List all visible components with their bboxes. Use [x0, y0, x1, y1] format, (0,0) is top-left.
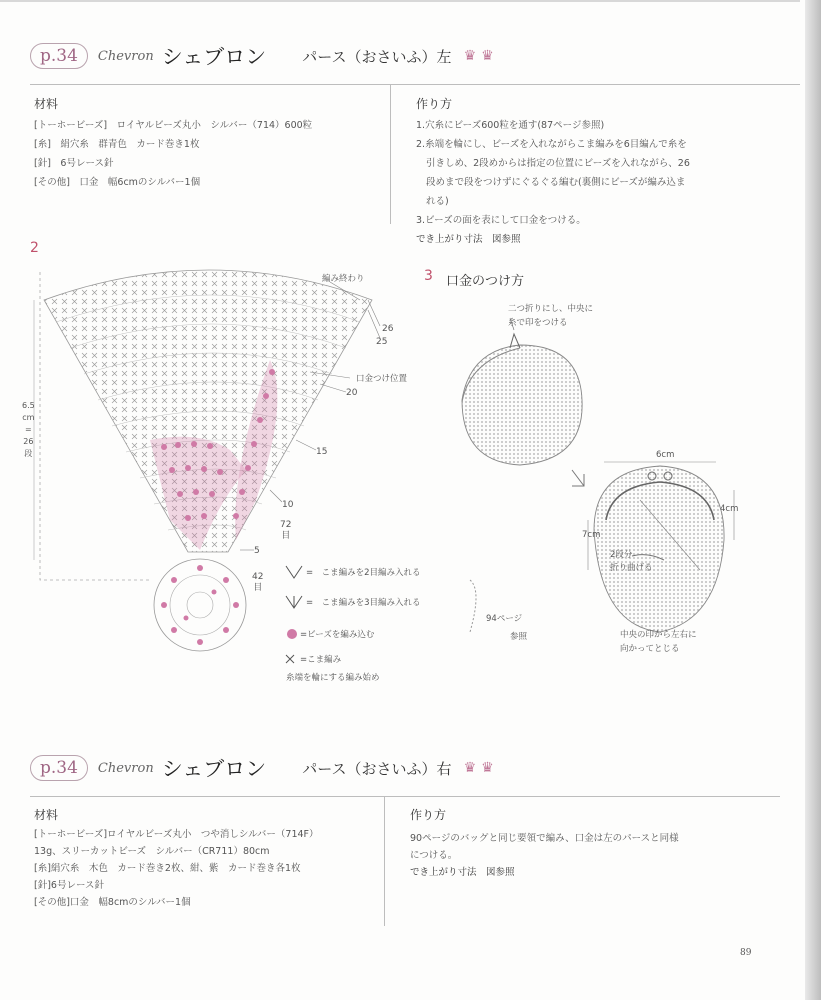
height-unit: cm — [22, 413, 35, 422]
finished-size: でき上がり寸法 図参照 — [416, 234, 521, 245]
english-title: Chevron — [97, 48, 154, 64]
material-line: [その他]口金 幅8cmのシルバー1個 — [34, 897, 191, 908]
method-title: 作り方 — [410, 808, 447, 822]
frame-total-height: 7cm — [582, 530, 601, 540]
step-line: 1.穴糸にビーズ600粒を通す(87ページ参照) — [416, 120, 605, 131]
stitch-count-72-value: 72 — [280, 520, 292, 530]
close-note-2: 向かってとじる — [620, 644, 680, 654]
difficulty-crowns-icon: ♛♛ — [463, 760, 499, 776]
close-note-1: 中央の印から左右に — [620, 630, 697, 640]
legend-sc: =こま編み — [300, 655, 342, 665]
legend-ring: 糸端を輪にする編み始め — [286, 673, 380, 683]
diagram-3-label: 3 — [424, 268, 433, 284]
frame-width: 6cm — [656, 450, 675, 460]
row-10: 10 — [282, 500, 294, 510]
legend-inc2: = こま編みを2目編み入れる — [306, 568, 421, 578]
step-line: 3.ビーズの面を表にして口金をつける。 — [416, 215, 586, 226]
row-5: 5 — [254, 546, 260, 556]
attach-position-note: 口金つけ位置 — [356, 374, 408, 384]
page-ref-badge: p.34 — [30, 755, 88, 781]
materials-title: 材料 — [34, 808, 59, 822]
row-20: 20 — [346, 388, 358, 398]
legend-bead: =ビーズを編み込む — [300, 630, 375, 640]
item-subtitle: パース（おさいふ）左 — [302, 47, 452, 66]
page-ref-badge: p.34 — [30, 43, 88, 69]
japanese-title: シェブロン — [161, 45, 267, 69]
bottom-divider — [30, 796, 780, 797]
frame-note-1: 二つ折りにし、中央に — [508, 304, 594, 314]
difficulty-crowns-icon: ♛♛ — [463, 48, 499, 64]
item-subtitle: パース（おさいふ）右 — [302, 759, 452, 778]
step-line: れる) — [426, 196, 449, 207]
frame-title: 口金のつけ方 — [446, 274, 525, 289]
step-line: 90ページのバッグと同じ要領で編み、口金は左のパースと同様 — [410, 833, 679, 844]
finished-size: でき上がり寸法 図参照 — [410, 867, 515, 878]
stitch-count-72-unit: 目 — [281, 531, 291, 541]
row-15: 15 — [316, 447, 328, 457]
row-25: 25 — [376, 337, 388, 347]
step-line: 引きしめ、2段めからは指定の位置にビーズを入れながら、26 — [426, 158, 690, 169]
row-26: 26 — [382, 324, 394, 334]
materials-list — [34, 826, 379, 911]
bottom-column-divider — [384, 796, 385, 926]
method-title: 作り方 — [416, 97, 453, 111]
material-line: [糸]絹穴糸 木色 カード巻き2枚、紺、紫 カード巻き各1枚 — [34, 863, 301, 874]
frame-note-2: 糸で印をつける — [508, 318, 568, 328]
step-line: につける。 — [410, 850, 458, 861]
frame-side-height: 4cm — [720, 504, 739, 514]
legend-inc3: = こま編みを3目編み入れる — [306, 598, 421, 608]
end-note: 編み終わり — [322, 274, 365, 284]
fold-note-1: 2段分 — [610, 550, 633, 560]
material-line: 13g、スリーカットビーズ シルバー（CR711）80cm — [34, 846, 270, 857]
legend-ref: 94ページ — [486, 614, 523, 624]
height-value: 6.5 — [22, 401, 35, 410]
materials-title: 材料 — [34, 97, 59, 111]
stitch-count-42-unit: 目 — [253, 583, 263, 593]
bottom-header — [30, 748, 499, 788]
method-steps — [410, 830, 760, 881]
height-rows-unit: 段 — [24, 449, 33, 458]
stitch-count-42-value: 42 — [252, 572, 264, 582]
page-number: 89 — [740, 948, 752, 958]
material-line: [糸] 絹穴糸 群青色 カード巻き1枚 — [34, 139, 200, 150]
material-line: [針] 6号レース針 — [34, 158, 114, 169]
material-line: [針]6号レース針 — [34, 880, 104, 891]
fold-note-2: 折り曲げる — [610, 563, 653, 573]
material-line: [トーホービーズ] ロイヤルビーズ丸小 シルバー（714）600粒 — [34, 120, 313, 131]
material-line: [トーホービーズ]ロイヤルビーズ丸小 つや消しシルバー（714F） — [34, 829, 319, 840]
legend-ref-2: 参照 — [510, 632, 528, 642]
step-line: 2.糸端を輪にし、ビーズを入れながらこま編みを6目編んで糸を — [416, 139, 687, 150]
english-title: Chevron — [97, 760, 154, 776]
diagram-2-label: 2 — [30, 240, 39, 256]
height-equals: = — [25, 425, 32, 434]
japanese-title: シェブロン — [161, 757, 267, 781]
height-rows: 26 — [23, 437, 34, 446]
material-line: [その他] 口金 幅6cmのシルバー1個 — [34, 177, 201, 188]
step-line: 段めまで段をつけずにぐるぐる編む(裏側にビーズが編み込ま — [426, 177, 686, 188]
